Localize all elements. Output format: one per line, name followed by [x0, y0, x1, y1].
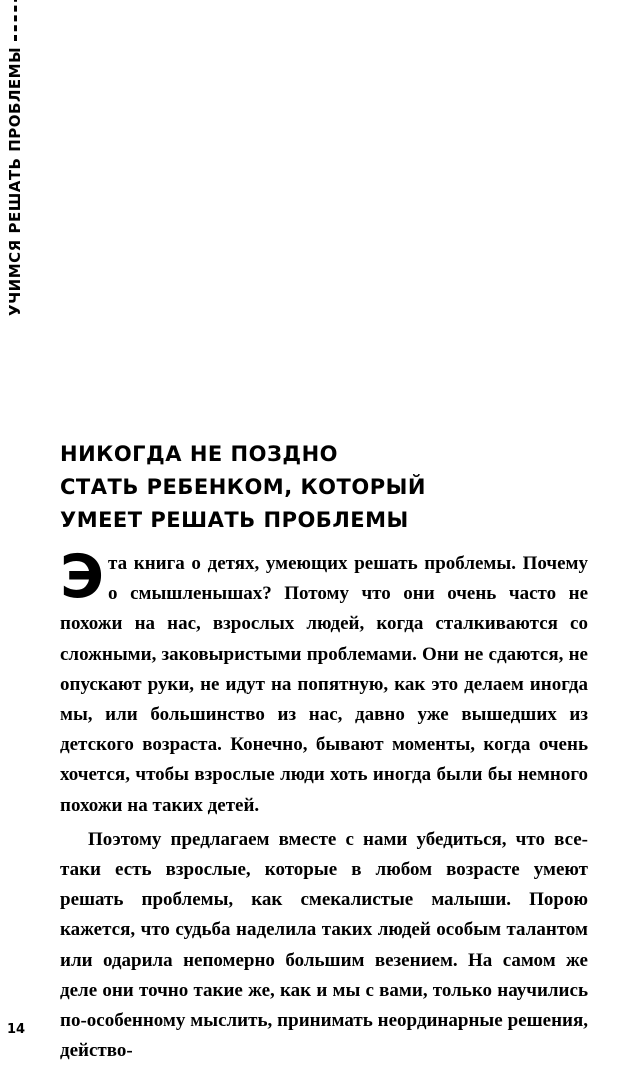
paragraph-1-text: та книга о детях, умеющих решать проблемы. Почему о смышленышах? Потому что они очень часто не похожи на нас, взрослых людей, когда сталкиваются со сложными, заковыристыми проблемами. Они не сдаются, не опускают руки, не идут на попятную, как это делаем иногда мы, или большинство из нас, давно уже вышедших из детского возраста. Конечно, бывают моменты, когда очень хочется, чтобы взрослые люди хоть иногда были бы немного похожи на таких детей.	[60, 553, 588, 816]
paragraph-1	[60, 542, 588, 821]
heading-line-1: НИКОГДА НЕ ПОЗДНО	[60, 442, 339, 466]
running-head-label: УЧИМСЯ РЕШАТЬ ПРОБЛЕМЫ	[6, 46, 24, 316]
running-head	[0, 0, 26, 330]
page-number: 14	[7, 1022, 26, 1037]
drop-cap: Э	[60, 542, 105, 612]
body-text	[60, 542, 588, 1066]
heading-line-3: УМЕЕТ РЕШАТЬ ПРОБЛЕМЫ	[60, 508, 409, 532]
paragraph-2: Поэтому предлагаем вместе с нами убедиться, что все-таки есть взрослые, которые в любом возрасте умеют решать проблемы, как смекалистые малыши. Порою кажется, что судьба наделила таких людей особым талантом или одарила непомерно большим везением. На самом же деле они точно такие же, как и мы с вами, только научились по-особенному мыслить, принимать неординарные решения, действо-	[60, 828, 588, 1062]
heading-line-2: СТАТЬ РЕБЕНКОМ, КОТОРЫЙ	[60, 475, 426, 499]
running-head-dash-line	[14, 0, 17, 41]
running-head-text	[2, 0, 28, 316]
chapter-heading	[60, 438, 580, 537]
